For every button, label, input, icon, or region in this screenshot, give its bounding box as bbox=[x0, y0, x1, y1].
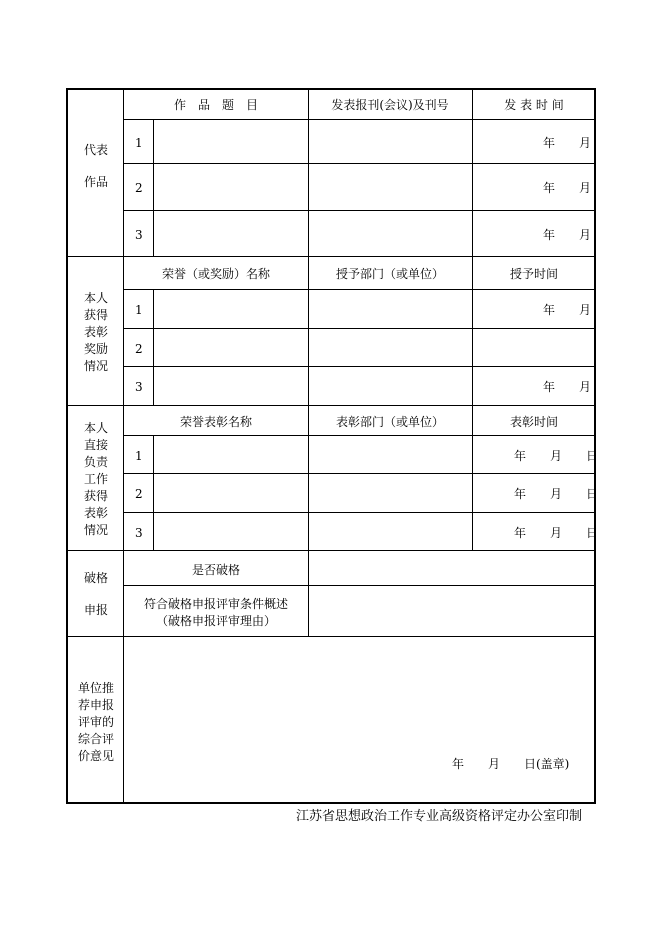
honors-dept-field-1[interactable] bbox=[309, 436, 472, 473]
row-number: 1 bbox=[135, 303, 143, 317]
section-divider bbox=[68, 405, 596, 406]
exception-label: 破格 申报 bbox=[83, 571, 109, 617]
honors-name-field-3[interactable] bbox=[154, 513, 308, 550]
honors-date-2[interactable]: 年 月 日 bbox=[514, 487, 599, 501]
footer-issuer: 江苏省思想政治工作专业高级资格评定办公室印制 bbox=[295, 809, 582, 824]
works-title-header: 作 品 题 目 bbox=[173, 98, 259, 112]
awards-name-field-3[interactable] bbox=[154, 367, 308, 405]
row-number: 2 bbox=[135, 487, 143, 501]
honors-dept-field-3[interactable] bbox=[309, 513, 472, 550]
exception-summary-label: 符合破格申报评审条件概述 bbox=[143, 597, 289, 611]
awards-date-1[interactable]: 年 月 bbox=[543, 303, 592, 317]
honors-name-field-2[interactable] bbox=[154, 474, 308, 512]
works-title-field-2[interactable] bbox=[154, 164, 308, 210]
awards-date-header: 授予时间 bbox=[509, 267, 559, 281]
section-divider bbox=[68, 256, 596, 257]
honors-date-1[interactable]: 年 月 日 bbox=[514, 449, 599, 463]
awards-label: 本人 获得 表彰 奖励 情况 bbox=[83, 291, 109, 373]
awards-dept-header: 授予部门（或单位） bbox=[335, 267, 445, 281]
works-publication-field-2[interactable] bbox=[309, 164, 472, 210]
honors-date-header: 表彰时间 bbox=[509, 415, 559, 429]
works-publication-field-1[interactable] bbox=[309, 120, 472, 163]
honors-name-header: 荣誉表彰名称 bbox=[179, 415, 253, 429]
honors-dept-field-2[interactable] bbox=[309, 474, 472, 512]
awards-dept-field-3[interactable] bbox=[309, 367, 472, 405]
works-date-header: 发 表 时 间 bbox=[504, 98, 564, 112]
evaluation-form-table bbox=[66, 88, 599, 804]
works-title-field-3[interactable] bbox=[154, 211, 308, 256]
awards-name-header: 荣誉（或奖励）名称 bbox=[161, 267, 271, 281]
awards-date-3[interactable]: 年 月 bbox=[543, 380, 592, 394]
works-date-3[interactable]: 年 月 bbox=[543, 228, 592, 242]
row-number: 3 bbox=[135, 380, 143, 394]
row-number: 1 bbox=[135, 136, 143, 150]
row-number: 3 bbox=[135, 526, 143, 540]
exception-summary-field[interactable] bbox=[309, 586, 596, 636]
awards-name-field-2[interactable] bbox=[154, 329, 308, 366]
exception-reason-label: （破格申报评审理由） bbox=[155, 614, 277, 628]
grid-line bbox=[472, 90, 473, 550]
recommendation-opinion-field[interactable] bbox=[124, 637, 596, 804]
awards-name-field-1[interactable] bbox=[154, 290, 308, 328]
honors-label: 本人 直接 负责 工作 获得 表彰 情况 bbox=[83, 421, 109, 537]
works-publication-field-3[interactable] bbox=[309, 211, 472, 256]
awards-dept-field-2[interactable] bbox=[309, 329, 472, 366]
row-number: 1 bbox=[135, 449, 143, 463]
row-number: 3 bbox=[135, 228, 143, 242]
works-date-2[interactable]: 年 月 bbox=[543, 181, 592, 195]
is-exception-field[interactable] bbox=[309, 551, 596, 585]
honors-date-3[interactable]: 年 月 日 bbox=[514, 526, 599, 540]
honors-dept-header: 表彰部门（或单位） bbox=[335, 415, 445, 429]
works-title-field-1[interactable] bbox=[154, 120, 308, 163]
recommendation-date-stamp: 年 月 日(盖章) bbox=[452, 757, 570, 771]
row-number: 2 bbox=[135, 342, 143, 356]
honors-name-field-1[interactable] bbox=[154, 436, 308, 473]
row-number: 2 bbox=[135, 181, 143, 195]
is-exception-label: 是否破格 bbox=[191, 563, 241, 577]
works-label: 代表 作品 bbox=[83, 143, 109, 189]
recommendation-label: 单位推 荐申报 评审的 综合评 价意见 bbox=[77, 681, 115, 763]
awards-dept-field-1[interactable] bbox=[309, 290, 472, 328]
works-date-1[interactable]: 年 月 bbox=[543, 136, 592, 150]
works-publication-header: 发表报刊(会议)及刊号 bbox=[331, 98, 449, 112]
